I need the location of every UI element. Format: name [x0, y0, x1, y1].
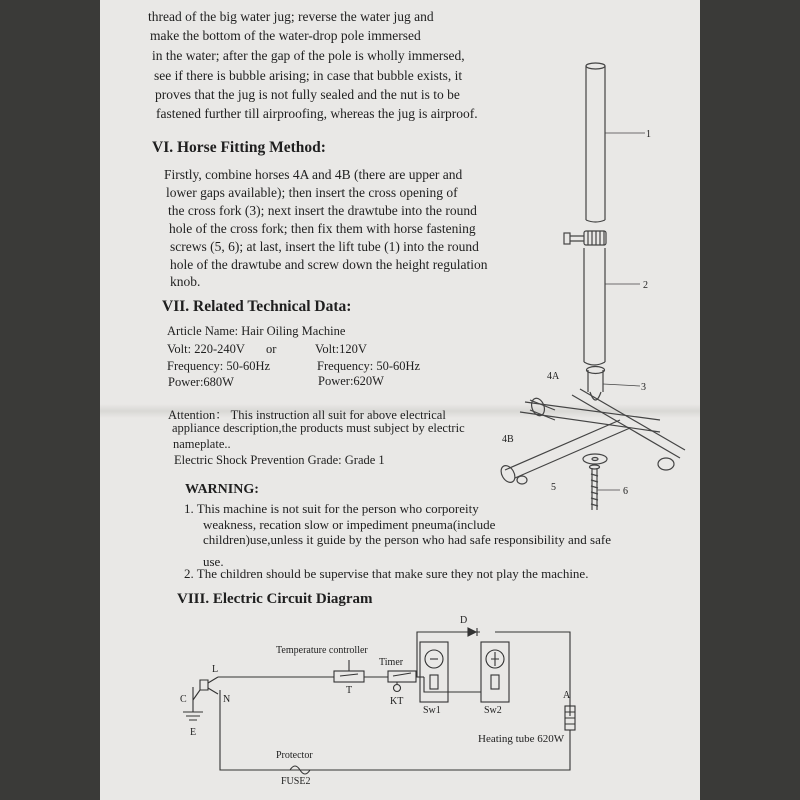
stand-label-1: 1	[646, 129, 651, 140]
or-text: or	[266, 342, 277, 356]
label-A: A	[563, 690, 571, 701]
section-8-title: VIII. Electric Circuit Diagram	[177, 591, 373, 607]
label-timer: Timer	[379, 657, 404, 668]
intro-line: fastened further till airproofing, whereas the jug is airproof.	[156, 106, 478, 121]
stand-label-4a: 4A	[547, 371, 560, 382]
label-sw1: Sw1	[423, 705, 441, 716]
article-name: Article Name: Hair Oiling Machine	[167, 324, 346, 338]
circuit-diagram	[100, 0, 700, 800]
power-a: Power:680W	[168, 375, 234, 389]
stand-label-5: 5	[551, 482, 556, 493]
power-b: Power:620W	[318, 374, 384, 388]
section-6-line: screws (5, 6); at last, insert the lift tube (1) into the round	[170, 239, 479, 254]
attention-line: Electric Shock Prevention Grade: Grade 1	[174, 453, 385, 467]
label-L: L	[212, 664, 219, 675]
attention-line: nameplate..	[173, 437, 231, 451]
warning-line: 2. The children should be supervise that make sure they not play the machine.	[184, 566, 589, 581]
stand-label-2: 2	[643, 280, 648, 291]
volt-a: Volt: 220-240V	[167, 342, 245, 356]
label-D: D	[460, 615, 468, 626]
frequency-a: Frequency: 50-60Hz	[167, 359, 271, 373]
warning-line: 1. This machine is not suit for the person who corporeity	[184, 501, 479, 516]
attention-line: appliance description,the products must subject by electric	[172, 421, 465, 435]
attention-line: Attention： This instruction all suit for above electrical	[168, 408, 446, 422]
section-6-line: the cross fork (3); next insert the drawtube into the round	[168, 203, 477, 218]
section-6-line: lower gaps available); then insert the cross opening of	[166, 185, 458, 200]
section-6-title: VI. Horse Fitting Method:	[152, 139, 326, 156]
warning-title: WARNING:	[185, 482, 259, 497]
stand-label-3: 3	[641, 382, 646, 393]
intro-line: make the bottom of the water-drop pole immersed	[150, 28, 421, 43]
warning-line: use.	[203, 554, 224, 569]
label-temperature-controller: Temperature controller	[276, 645, 368, 656]
intro-line: proves that the jug is not fully sealed and the nut is to be	[155, 87, 460, 102]
label-protector: Protector	[276, 750, 313, 761]
warning-line: children)use,unless it guide by the person who had safe responsibility and safe	[203, 532, 611, 547]
volt-b: Volt:120V	[315, 342, 367, 356]
stand-label-4b: 4B	[502, 434, 514, 445]
label-T: T	[346, 685, 353, 696]
label-fuse: FUSE2	[281, 776, 311, 787]
section-7-title: VII. Related Technical Data:	[162, 298, 352, 315]
section-6-line: hole of the cross fork; then fix them with horse fastening	[169, 221, 476, 236]
section-6-line: Firstly, combine horses 4A and 4B (there are upper and	[164, 167, 463, 182]
label-C: C	[180, 694, 187, 705]
label-E: E	[190, 727, 197, 738]
frequency-b: Frequency: 50-60Hz	[317, 359, 421, 373]
intro-line: thread of the big water jug; reverse the water jug and	[148, 9, 434, 24]
section-6-line: knob.	[170, 274, 201, 289]
label-heating-tube: Heating tube 620W	[478, 733, 565, 745]
intro-line: see if there is bubble arising; in case that bubble exists, it	[154, 68, 463, 83]
intro-line: in the water; after the gap of the pole is wholly immersed,	[152, 48, 465, 63]
section-6-line: hole of the drawtube and screw down the height regulation	[170, 257, 488, 272]
instruction-sheet	[100, 0, 700, 800]
label-N: N	[223, 694, 231, 705]
label-sw2: Sw2	[484, 705, 502, 716]
warning-line: weakness, recation slow or impediment pneuma(include	[203, 517, 496, 532]
label-KT: KT	[390, 696, 404, 707]
stand-label-6: 6	[623, 486, 628, 497]
